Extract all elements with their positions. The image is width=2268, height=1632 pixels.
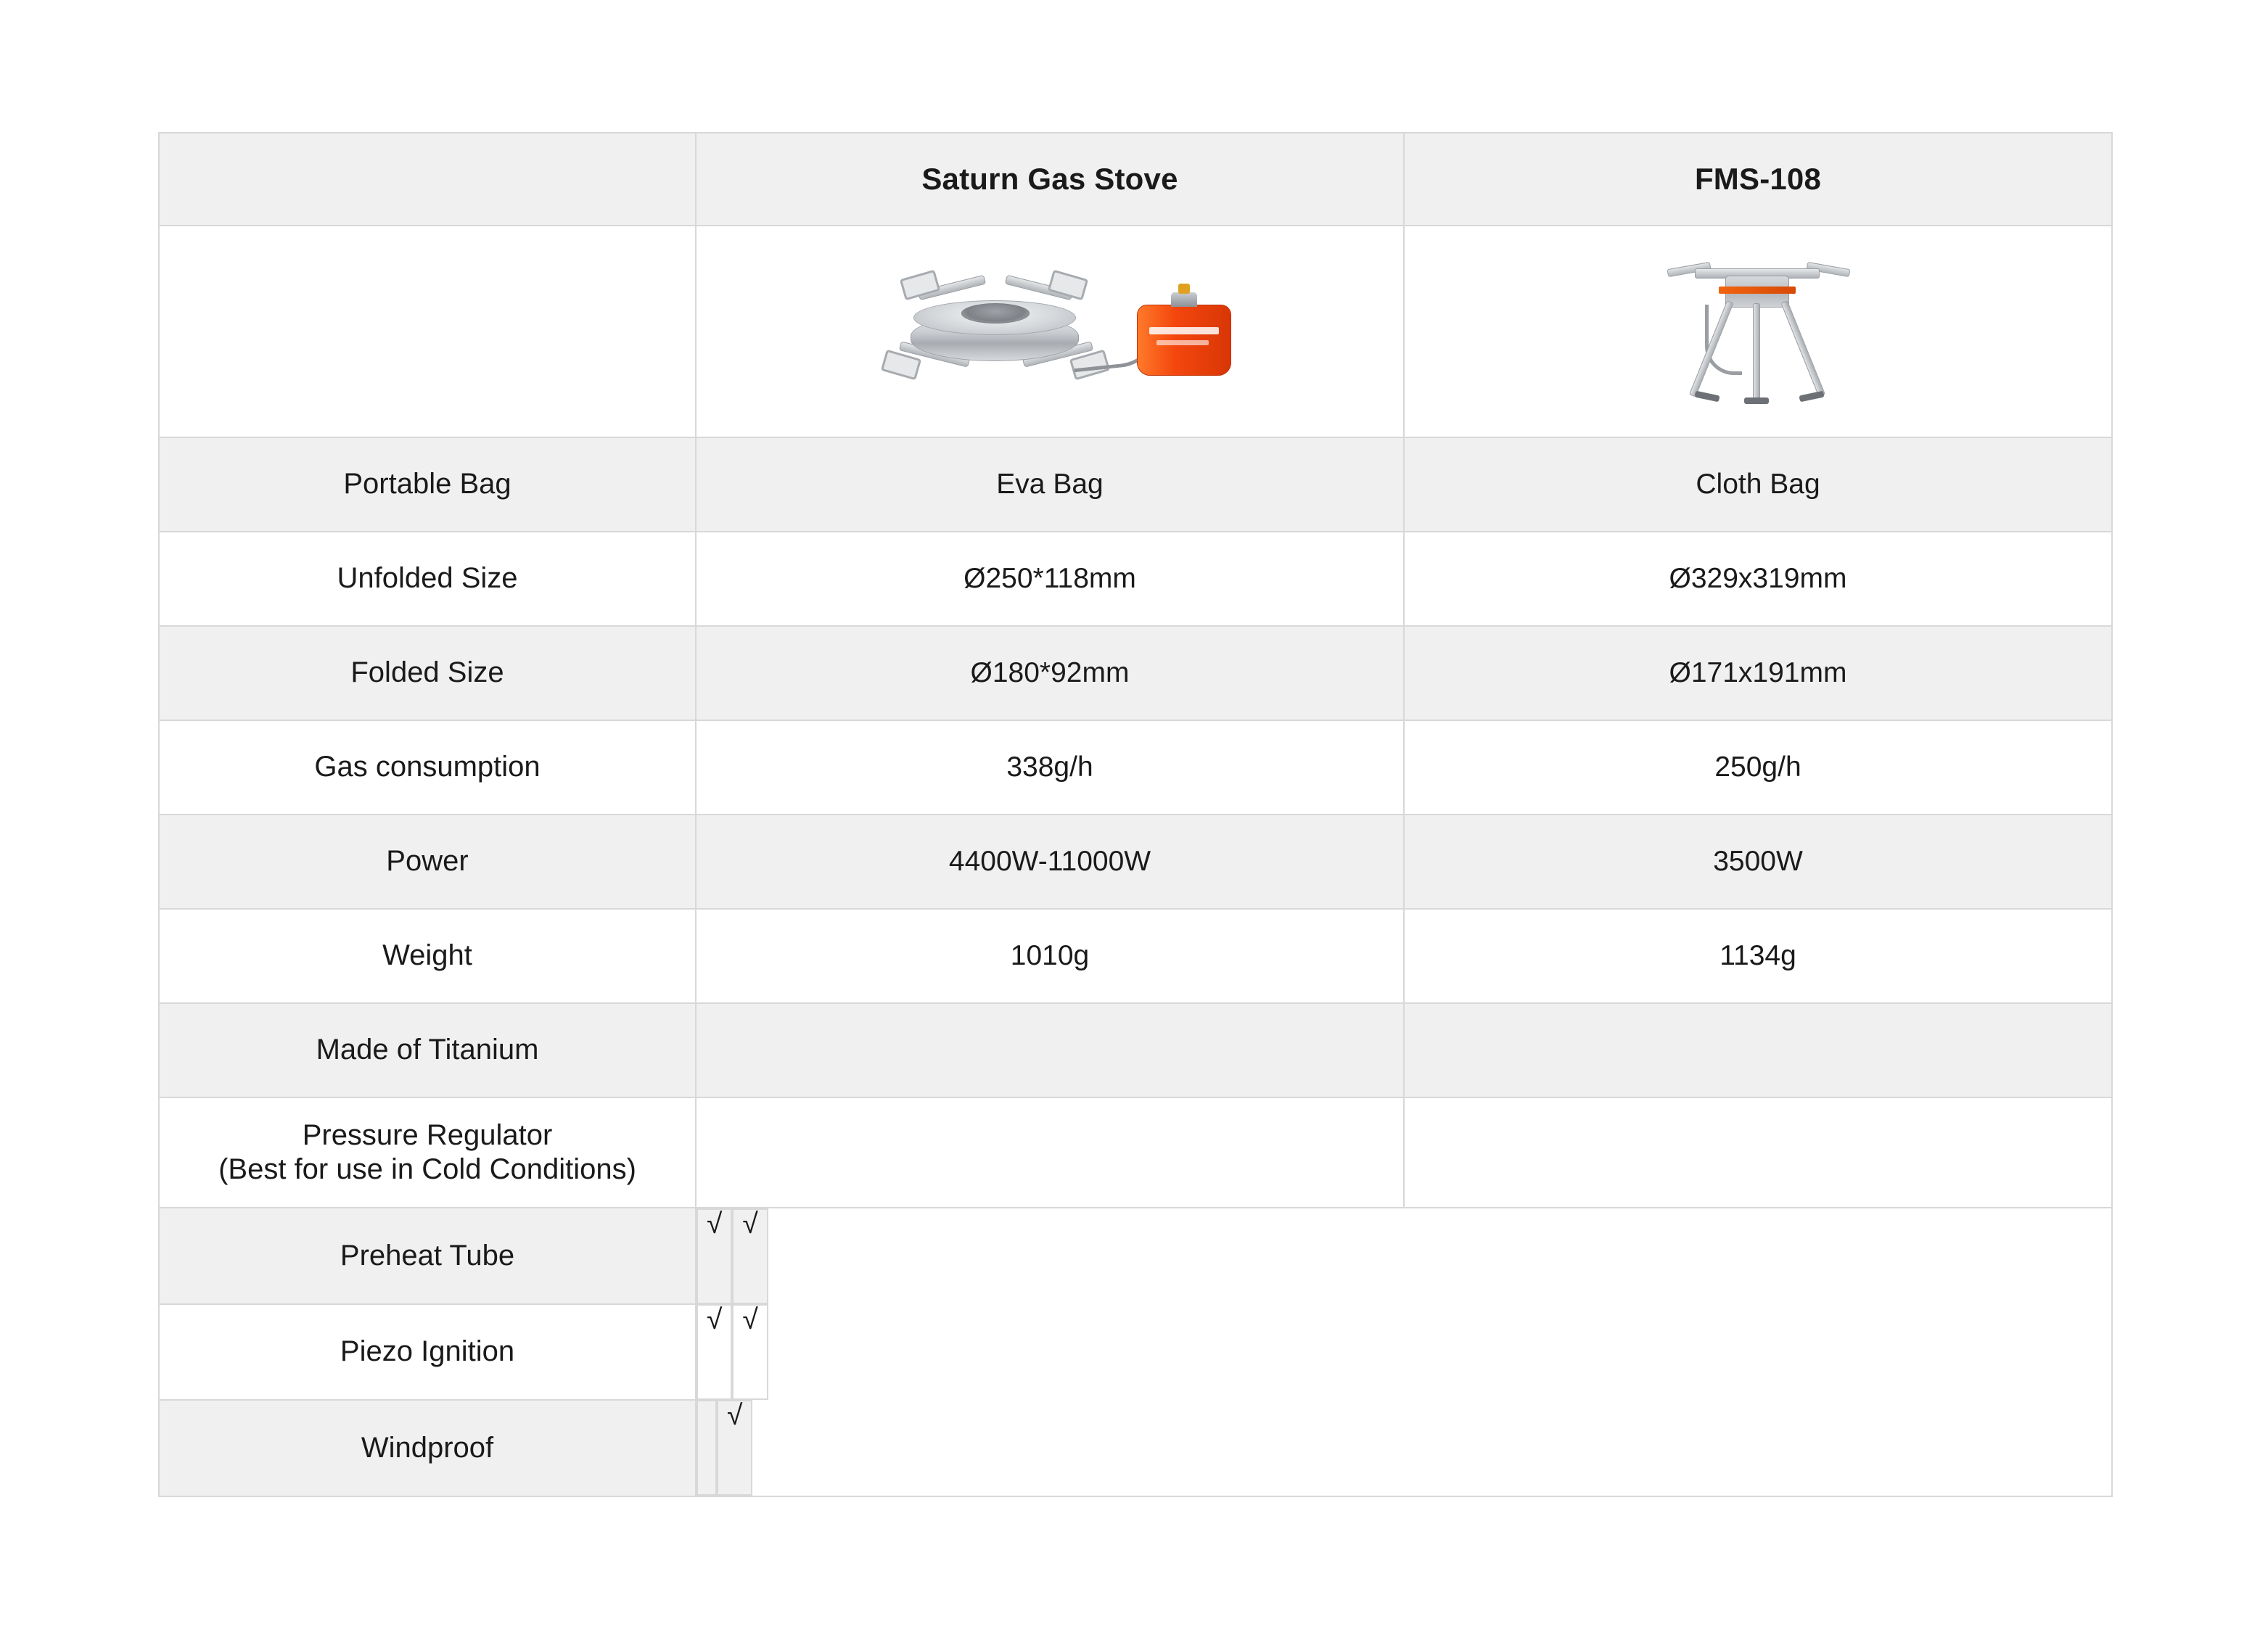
table-row (159, 437, 2112, 532)
gas-canister (1137, 305, 1231, 376)
spec-value-b: Cloth Bag (1404, 437, 2112, 532)
header-spec-label (159, 133, 696, 226)
saturn-gas-stove-image (832, 248, 1267, 415)
spec-value-b: √ (717, 1400, 752, 1496)
spec-label: Gas consumption (159, 720, 696, 815)
spec-label: Weight (159, 909, 696, 1003)
comparison-table-wrapper (158, 132, 2111, 1497)
table-row (159, 720, 2112, 815)
spec-value-a: Ø250*118mm (696, 532, 1404, 626)
tripod-leg (1753, 303, 1760, 400)
product-comparison-table (158, 132, 2113, 1497)
spec-label: Power (159, 815, 696, 909)
spec-value-b: Ø329x319mm (1404, 532, 2112, 626)
spec-label (159, 1097, 696, 1208)
spec-label-line2: (Best for use in Cold Conditions) (218, 1153, 636, 1185)
spec-value-b (1404, 1003, 2112, 1097)
spec-label: Preheat Tube (159, 1208, 696, 1304)
spec-label: Portable Bag (159, 437, 696, 532)
canister-label (1149, 327, 1219, 334)
tripod-foot (1694, 391, 1720, 403)
spec-label-line1: Pressure Regulator (302, 1118, 553, 1151)
burner-accent (1719, 287, 1796, 294)
spec-value-b: 250g/h (1404, 720, 2112, 815)
spec-value-b: √ (732, 1208, 768, 1304)
table-row (159, 1208, 2112, 1304)
table-row (159, 1400, 2112, 1496)
table-row (159, 909, 2112, 1003)
header-product-b: FMS-108 (1404, 133, 2112, 226)
spec-value-b: Ø171x191mm (1404, 626, 2112, 720)
spec-value-a: √ (697, 1208, 732, 1304)
canister-cap (1171, 292, 1197, 307)
table-row (159, 626, 2112, 720)
spec-value-a: Ø180*92mm (696, 626, 1404, 720)
spec-label: Made of Titanium (159, 1003, 696, 1097)
table-row (159, 532, 2112, 626)
product-a-image-cell (696, 226, 1404, 437)
spec-label: Unfolded Size (159, 532, 696, 626)
table-row (159, 815, 2112, 909)
table-row (159, 1097, 2112, 1208)
tripod-foot (1799, 391, 1824, 403)
table-row (159, 1003, 2112, 1097)
spec-value-a: 4400W-11000W (696, 815, 1404, 909)
spec-value-a: Eva Bag (696, 437, 1404, 532)
spec-label: Piezo Ignition (159, 1304, 696, 1400)
spec-value-a (697, 1400, 717, 1496)
spec-value-a: 338g/h (696, 720, 1404, 815)
spec-value-b (1404, 1097, 2112, 1208)
spec-value-b: √ (732, 1304, 768, 1400)
spec-value-a: 1010g (696, 909, 1404, 1003)
fms-108-stove-image (1638, 248, 1878, 415)
header-product-a: Saturn Gas Stove (696, 133, 1404, 226)
image-row-label (159, 226, 696, 437)
spec-value-a: √ (697, 1304, 732, 1400)
tripod-leg (1780, 300, 1825, 397)
canister-label-sub (1156, 340, 1209, 345)
spec-value-a (696, 1003, 1404, 1097)
spec-value-b: 3500W (1404, 815, 2112, 909)
spec-value-b: 1134g (1404, 909, 2112, 1003)
tripod-foot (1744, 397, 1769, 404)
spec-label: Folded Size (159, 626, 696, 720)
spec-label: Windproof (159, 1400, 696, 1496)
canister-valve (1178, 284, 1190, 294)
table-image-row (159, 226, 2112, 437)
table-header-row (159, 133, 2112, 226)
table-row (159, 1304, 2112, 1400)
spec-value-a (696, 1097, 1404, 1208)
burner-head (961, 303, 1030, 323)
product-b-image-cell (1404, 226, 2112, 437)
